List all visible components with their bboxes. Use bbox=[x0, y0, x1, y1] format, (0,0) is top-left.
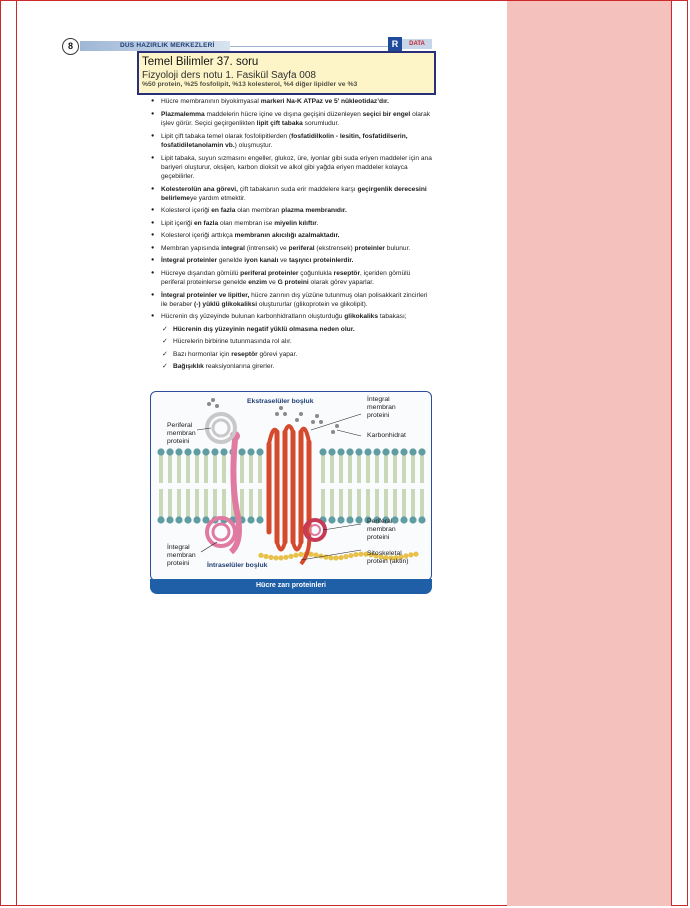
actin-bead bbox=[298, 552, 303, 557]
text-run: . bbox=[316, 219, 319, 227]
text-run: oluştururlar (glikoprotein ve glikolipit). bbox=[257, 300, 368, 308]
phospholipid bbox=[220, 448, 227, 483]
text-run: (-) yüklü glikokaliksi bbox=[194, 300, 258, 308]
lipid-head bbox=[247, 516, 254, 523]
page-number: 8 bbox=[62, 38, 79, 55]
lipid-head bbox=[184, 516, 191, 523]
figure-caption: Hücre zarı proteinleri bbox=[150, 579, 432, 594]
phospholipid bbox=[418, 489, 425, 524]
check-item bbox=[150, 337, 434, 346]
text-run: Kolesterol içeriği bbox=[161, 207, 212, 215]
lipid-head bbox=[337, 516, 344, 523]
text-run: proteinler bbox=[354, 244, 385, 252]
label-cytoskeletal: Sitoskeletal protein (aktin) bbox=[367, 550, 409, 565]
phospholipid bbox=[166, 489, 173, 524]
actin-bead bbox=[313, 552, 318, 557]
label-peripheral-top-left: Periferal membran proteini bbox=[167, 422, 196, 445]
phospholipid bbox=[319, 448, 326, 483]
phospholipid bbox=[202, 489, 209, 524]
lipid-head bbox=[409, 516, 416, 523]
lipid-head bbox=[166, 448, 173, 455]
text-run: lipit çift tabaka bbox=[256, 120, 303, 128]
check-item bbox=[150, 325, 434, 334]
lipid-head bbox=[319, 448, 326, 455]
lipid-head bbox=[409, 448, 416, 455]
actin-bead bbox=[328, 555, 333, 560]
phospholipid bbox=[247, 489, 254, 524]
check-item bbox=[150, 362, 434, 371]
text-run: geçirgenlik derecesini belirleme bbox=[161, 185, 427, 202]
annotation-note[interactable] bbox=[137, 51, 436, 95]
text-run: maddelerin hücre içine ve dışına geçişini düzenleyen bbox=[204, 110, 363, 118]
lipid-head bbox=[328, 448, 335, 455]
lipid-head bbox=[418, 448, 425, 455]
bullet-item bbox=[150, 219, 434, 228]
integral-protein-helix bbox=[269, 426, 309, 564]
phospholipid bbox=[337, 489, 344, 524]
note-underlying-text: %50 protein, %25 fosfolipit, %13 kolesterol, %4 diğer lipidler ve %3 bbox=[142, 81, 358, 88]
text-run: Plazmalemma bbox=[161, 110, 205, 118]
text-run: , içeriden gömülü periferal proteinlerse genelde bbox=[161, 269, 411, 287]
bullet-item bbox=[150, 206, 434, 215]
lipid-head bbox=[346, 516, 353, 523]
text-run: olarak görev yaparlar. bbox=[308, 279, 374, 287]
text-run: periferal bbox=[288, 244, 315, 252]
text-run: Hücrelerin birbirine tutunmasında rol alır. bbox=[173, 338, 292, 346]
text-run: iyon kanalı bbox=[244, 257, 279, 265]
text-run: olan membran ise bbox=[218, 219, 275, 227]
check-item bbox=[150, 350, 434, 359]
text-run: Hücre membranının biyokimyasal bbox=[161, 98, 261, 106]
lipid-head bbox=[256, 516, 263, 523]
phospholipid bbox=[391, 448, 398, 483]
text-run: çift tabakanın suda erir maddelere karşı bbox=[237, 185, 358, 193]
phospholipid bbox=[175, 448, 182, 483]
label-integral-top-right: İntegral membran proteini bbox=[367, 396, 396, 419]
bullet-item bbox=[150, 269, 434, 288]
actin-bead bbox=[278, 555, 283, 560]
text-run: Kolesterolün ana görevi, bbox=[161, 185, 238, 193]
content-list bbox=[150, 85, 434, 375]
actin-bead bbox=[408, 552, 413, 557]
side-panel bbox=[507, 1, 671, 906]
text-run: periferal proteinler bbox=[240, 269, 299, 277]
lipid-head bbox=[364, 448, 371, 455]
label-integral-bottom-left: İntegral membran proteini bbox=[167, 544, 196, 567]
text-run: glikokaliks bbox=[344, 313, 379, 321]
actin-bead bbox=[268, 555, 273, 560]
text-run: Hücreye dışarıdan gömülü bbox=[161, 269, 241, 277]
text-run: fosfatidilkolin - lesitin, fosfatidilserin, fosfatidiletanolamin vb. bbox=[161, 132, 408, 150]
text-run: taşıyıcı proteinlerdir. bbox=[288, 257, 354, 265]
lipid-head bbox=[157, 516, 164, 523]
note-title: Temel Bilimler 37. soru bbox=[142, 56, 259, 68]
text-run: integral bbox=[221, 244, 245, 252]
actin-bead bbox=[348, 553, 353, 558]
phospholipid bbox=[373, 448, 380, 483]
text-run: hücre zarının dış yüzüne tutunmuş olan polisakkarit zincirleri ile beraber bbox=[161, 291, 428, 308]
phospholipid bbox=[355, 489, 362, 524]
lipid-head bbox=[256, 448, 263, 455]
text-run: (intrensek) ve bbox=[244, 244, 289, 252]
phospholipid bbox=[175, 489, 182, 524]
phospholipid bbox=[184, 448, 191, 483]
text-run: İntegral proteinler bbox=[161, 257, 218, 265]
phospholipid bbox=[355, 448, 362, 483]
bullet-item bbox=[150, 110, 434, 129]
text-run: tabakası; bbox=[378, 313, 407, 321]
lipid-head bbox=[418, 516, 425, 523]
text-run: olarak işlev görür. Seçici geçirgenlikten bbox=[161, 110, 431, 128]
text-run: ve bbox=[266, 279, 278, 287]
phospholipid bbox=[418, 448, 425, 483]
text-run: G proteini bbox=[277, 279, 309, 287]
phospholipid bbox=[202, 448, 209, 483]
lipid-head bbox=[346, 448, 353, 455]
actin-bead bbox=[413, 552, 418, 557]
phospholipid bbox=[166, 448, 173, 483]
bullet-item bbox=[150, 256, 434, 265]
lipid-head bbox=[202, 448, 209, 455]
text-run: bulunur. bbox=[384, 244, 411, 252]
text-run: ) oluşmuştur. bbox=[234, 142, 273, 150]
phospholipid bbox=[319, 489, 326, 524]
phospholipid bbox=[328, 448, 335, 483]
phospholipid bbox=[256, 489, 263, 524]
phospholipid bbox=[409, 489, 416, 524]
text-run: Membran yapısında bbox=[161, 244, 222, 252]
text-run: çoğunlukla bbox=[298, 269, 334, 277]
text-run: reseptör bbox=[231, 350, 258, 358]
text-run: ve bbox=[278, 257, 289, 265]
text-run: membranın akıcılığı azalmaktadır. bbox=[234, 232, 340, 240]
text-run: görevi yapar. bbox=[257, 350, 298, 358]
text-run: en fazla bbox=[211, 207, 236, 215]
phospholipid bbox=[400, 448, 407, 483]
text-run: en fazla bbox=[193, 219, 219, 227]
peripheral-protein-top bbox=[207, 414, 235, 442]
bullet-item bbox=[150, 185, 434, 204]
lipid-head bbox=[175, 448, 182, 455]
text-run: Hücrenin dış yüzeyinin negatif yüklü olmasına neden olur. bbox=[173, 325, 355, 333]
lipid-head bbox=[391, 448, 398, 455]
note-subtitle: Fizyoloji ders notu 1. Fasikül Sayfa 008 bbox=[142, 70, 316, 81]
text-run: Bazı hormonlar için bbox=[173, 350, 232, 358]
text-run: Lipit içeriği bbox=[161, 219, 194, 227]
phospholipid bbox=[382, 448, 389, 483]
lipid-head bbox=[355, 448, 362, 455]
phospholipid bbox=[193, 448, 200, 483]
label-carbohydrate: Karbonhidrat bbox=[367, 432, 406, 439]
phospholipid bbox=[211, 448, 218, 483]
text-run: reseptör bbox=[333, 269, 361, 277]
text-run: plazma membranıdır. bbox=[281, 207, 347, 215]
lipid-head bbox=[193, 448, 200, 455]
actin-bead bbox=[258, 553, 263, 558]
text-run: enzim bbox=[248, 279, 267, 287]
text-run: seçici bir engel bbox=[362, 110, 411, 118]
phospholipid bbox=[256, 448, 263, 483]
text-run: (ekstrensek) bbox=[314, 244, 355, 252]
actin-bead bbox=[333, 555, 338, 560]
actin-bead bbox=[343, 554, 348, 559]
label-peripheral-bottom-right: Periferal membran proteini bbox=[367, 518, 396, 541]
phospholipid bbox=[193, 489, 200, 524]
phospholipid bbox=[328, 489, 335, 524]
bullet-item bbox=[150, 231, 434, 240]
phospholipid bbox=[346, 448, 353, 483]
text-run: genelde bbox=[217, 257, 245, 265]
text-run: olan membran bbox=[235, 207, 282, 215]
phospholipid bbox=[337, 448, 344, 483]
lipid-head bbox=[220, 448, 227, 455]
text-run: Lipit tabaka, suyun sızmasını engeller, glukoz, üre, iyonlar gibi suda eriyen maddeler için ana bariyeri oluşturur, oksijen, karbon dioksit ve alkol gibi yağda eriyen maddeler kolayca geçebilirler. bbox=[161, 154, 432, 181]
lipid-head bbox=[328, 516, 335, 523]
lipid-head bbox=[247, 448, 254, 455]
phospholipid bbox=[157, 448, 164, 483]
text-run: Kolesterol içeriği arttıkça bbox=[161, 232, 235, 240]
text-run: markeri Na-K ATPaz ve 5’ nükleotidaz’dır. bbox=[260, 98, 389, 106]
lipid-head bbox=[382, 448, 389, 455]
text-run: Lipit çift tabaka temel olarak fosfolipitlerden ( bbox=[161, 132, 292, 140]
actin-bead bbox=[263, 554, 268, 559]
bullet-item bbox=[150, 244, 434, 253]
phospholipid bbox=[409, 448, 416, 483]
text-run: miyelin kılıftır bbox=[274, 219, 317, 227]
actin-bead bbox=[293, 553, 298, 558]
membrane-figure bbox=[150, 391, 432, 581]
lipid-head bbox=[157, 448, 164, 455]
bullet-item bbox=[150, 132, 434, 151]
lipid-head bbox=[166, 516, 173, 523]
header-rule bbox=[230, 46, 390, 47]
text-run: Hücrenin dış yüzeyinde bulunan karbonhidratların oluşturduğu bbox=[161, 313, 345, 321]
actin-bead bbox=[358, 551, 363, 556]
lipid-head bbox=[238, 448, 245, 455]
bullet-item bbox=[150, 291, 434, 310]
actin-bead bbox=[288, 554, 293, 559]
lipid-head bbox=[184, 448, 191, 455]
phospholipid bbox=[247, 448, 254, 483]
phospholipid bbox=[400, 489, 407, 524]
phospholipid bbox=[184, 489, 191, 524]
actin-bead bbox=[273, 555, 278, 560]
text-run: İntegral proteinler ve lipitler, bbox=[161, 291, 250, 299]
phospholipid bbox=[346, 489, 353, 524]
phospholipid bbox=[364, 448, 371, 483]
phospholipid bbox=[238, 448, 245, 483]
lipid-head bbox=[400, 448, 407, 455]
text-run: reaksiyonlarına girerler. bbox=[203, 363, 275, 371]
lipid-head bbox=[355, 516, 362, 523]
lipid-head bbox=[337, 448, 344, 455]
bullet-item bbox=[150, 154, 434, 182]
lipid-head bbox=[211, 448, 218, 455]
text-run: sorumludur. bbox=[302, 120, 340, 128]
phospholipid bbox=[157, 489, 164, 524]
publisher-logo bbox=[388, 37, 432, 51]
header-title: DUS HAZIRLIK MERKEZLERİ bbox=[120, 42, 215, 49]
text-run: ye yardım etmektir. bbox=[189, 194, 246, 202]
bullet-item bbox=[150, 312, 434, 321]
lipid-head bbox=[400, 516, 407, 523]
actin-bead bbox=[353, 552, 358, 557]
logo-letter: R bbox=[388, 37, 402, 51]
logo-word: DATA bbox=[402, 39, 432, 49]
bullet-item bbox=[150, 97, 434, 106]
lipid-head bbox=[175, 516, 182, 523]
label-extracellular: Ekstraselüler boşluk bbox=[247, 398, 314, 405]
lipid-head bbox=[193, 516, 200, 523]
actin-bead bbox=[283, 555, 288, 560]
actin-bead bbox=[338, 555, 343, 560]
lipid-head bbox=[373, 448, 380, 455]
text-run: Bağışıklık bbox=[173, 363, 204, 371]
label-intracellular: İntraselüler boşluk bbox=[207, 562, 268, 569]
